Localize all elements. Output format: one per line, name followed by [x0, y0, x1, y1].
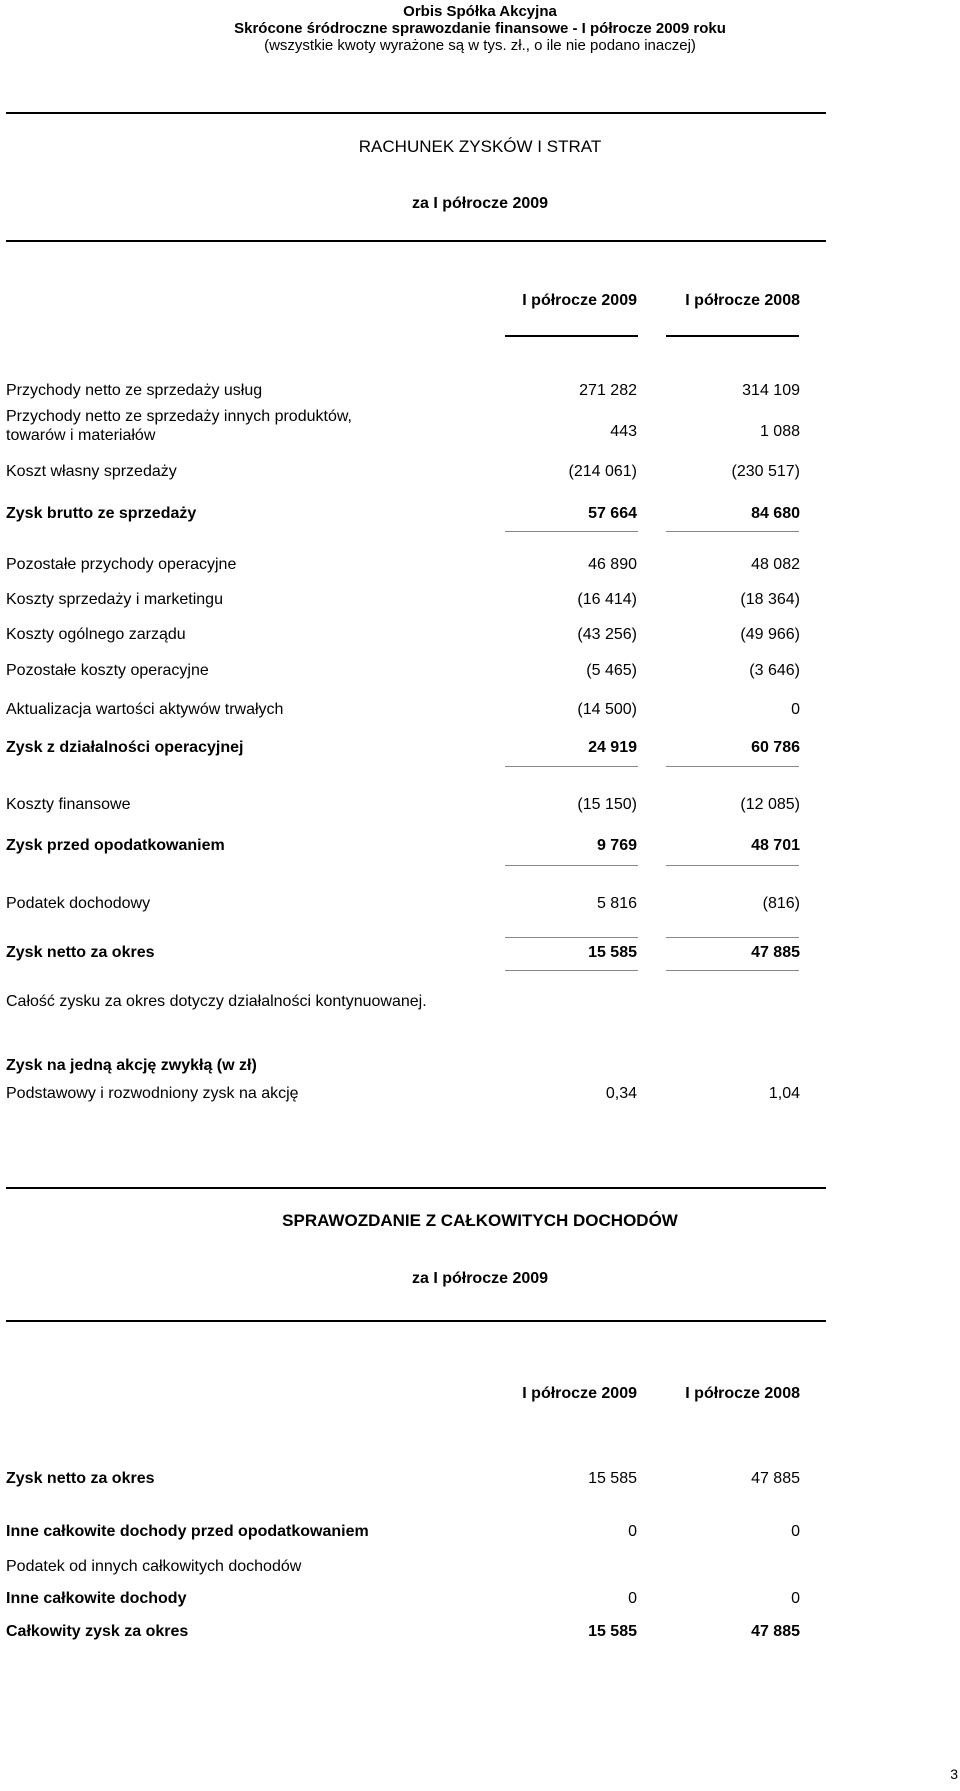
value-2008: 60 786 [751, 739, 800, 756]
row-label: Pozostałe przychody operacyjne [6, 556, 237, 573]
page-number: 3 [950, 1766, 958, 1782]
statement-row [6, 591, 800, 613]
subtotal-line [666, 766, 799, 767]
value-2009: (43 256) [577, 626, 637, 643]
row-label: Inne całkowite dochody przed opodatkowaniem [6, 1523, 369, 1540]
row-label: Zysk brutto ze sprzedaży [6, 505, 197, 522]
divider [6, 1320, 826, 1322]
value-2009: 46 890 [588, 556, 637, 573]
value-2009: 271 282 [579, 382, 637, 399]
row-label: Zysk netto za okres [6, 1470, 155, 1487]
subtotal-line [505, 937, 638, 938]
row-label: Przychody netto ze sprzedaży innych produktów, [6, 408, 352, 425]
value-2008: (230 517) [731, 463, 800, 480]
units-note: (wszystkie kwoty wyrażone są w tys. zł., o ile nie podano inaczej) [264, 37, 696, 54]
value-2008: 1,04 [768, 1085, 800, 1102]
divider [6, 240, 826, 242]
value-2008: 48 701 [751, 837, 800, 854]
eps-row [6, 1085, 800, 1107]
report-title: Skrócone śródroczne sprawozdanie finansowe - I półrocze 2009 roku [234, 20, 726, 37]
subtotal-line [505, 766, 638, 767]
row-label: Całkowity zysk za okres [6, 1623, 189, 1640]
statement-row [6, 463, 800, 485]
total-line [666, 970, 799, 971]
value-2008: (3 646) [749, 662, 800, 679]
statement-row [6, 626, 800, 648]
company-name: Orbis Spółka Akcyjna [403, 3, 557, 20]
row-label: Zysk przed opodatkowaniem [6, 837, 225, 854]
statement-row [6, 1623, 800, 1645]
statement-row [6, 895, 800, 917]
row-label: Pozostałe koszty operacyjne [6, 662, 209, 679]
subtotal-line [505, 531, 638, 532]
row-label: Zysk netto za okres [6, 944, 155, 961]
value-2009: (15 150) [577, 796, 637, 813]
row-label: Zysk z działalności operacyjnej [6, 739, 244, 756]
value-2009: 9 769 [596, 837, 637, 854]
value-2009: 57 664 [588, 505, 637, 522]
value-2008: 47 885 [751, 1623, 800, 1640]
column-underline [505, 335, 638, 337]
statement-row [6, 1523, 800, 1545]
row-label: Koszty finansowe [6, 796, 131, 813]
statement-row [6, 837, 800, 859]
value-2009: 15 585 [588, 1470, 637, 1487]
value-2009: 15 585 [588, 1623, 637, 1640]
subtotal-line [666, 865, 799, 866]
row-label: towarów i materiałów [6, 427, 156, 444]
value-2008: 48 082 [751, 556, 800, 573]
row-label: Aktualizacja wartości aktywów trwałych [6, 701, 284, 718]
statement-row [6, 556, 800, 578]
statement-row [6, 1558, 800, 1580]
row-label: Podatek od innych całkowitych dochodów [6, 1558, 302, 1575]
statement-row [6, 382, 800, 404]
statement-row [6, 662, 800, 684]
value-2008: (12 085) [740, 796, 800, 813]
row-label: Podstawowy i rozwodniony zysk na akcję [6, 1085, 299, 1102]
document-header [0, 3, 960, 54]
value-2009: 15 585 [588, 944, 637, 961]
statement-row [6, 505, 800, 527]
value-2008: 1 088 [759, 423, 800, 440]
value-2008: 47 885 [751, 944, 800, 961]
column-header-2008: I półrocze 2008 [685, 292, 800, 309]
subtotal-line [666, 531, 799, 532]
value-2008: (49 966) [740, 626, 800, 643]
row-label: Koszt własny sprzedaży [6, 463, 177, 480]
subtotal-line [666, 937, 799, 938]
value-2009: (16 414) [577, 591, 637, 608]
value-2009: 443 [610, 423, 637, 440]
statement-row [6, 944, 800, 966]
value-2008: 0 [791, 1590, 800, 1607]
divider [6, 1187, 826, 1189]
column-underline [666, 335, 799, 337]
value-2008: 0 [791, 701, 800, 718]
income-statement-period: za I półrocze 2009 [411, 195, 549, 212]
statement-row [6, 408, 800, 450]
value-2008: (18 364) [740, 591, 800, 608]
statement-row [6, 701, 800, 723]
value-2008: 0 [791, 1523, 800, 1540]
row-label: Podatek dochodowy [6, 895, 151, 912]
statement-row [6, 1590, 800, 1612]
row-label: Koszty ogólnego zarządu [6, 626, 186, 643]
value-2008: 84 680 [751, 505, 800, 522]
value-2009: (5 465) [586, 662, 637, 679]
value-2009: 0 [628, 1523, 637, 1540]
value-2009: 24 919 [588, 739, 637, 756]
subtotal-line [505, 865, 638, 866]
income-statement-title: RACHUNEK ZYSKÓW I STRAT [358, 137, 602, 156]
value-2008: (816) [762, 895, 800, 912]
comprehensive-title: SPRAWOZDANIE Z CAŁKOWITYCH DOCHODÓW [282, 1211, 678, 1230]
value-2009: 0 [628, 1590, 637, 1607]
value-2009: 5 816 [596, 895, 637, 912]
divider [6, 112, 826, 114]
comprehensive-period: za I półrocze 2009 [411, 1270, 549, 1287]
statement-row [6, 1470, 800, 1492]
column-header-2008: I półrocze 2008 [685, 1385, 800, 1402]
value-2009: (14 500) [577, 701, 637, 718]
eps-heading: Zysk na jedną akcję zwykłą (w zł) [6, 1057, 257, 1074]
row-label: Przychody netto ze sprzedaży usług [6, 382, 263, 399]
row-label: Koszty sprzedaży i marketingu [6, 591, 223, 608]
value-2009: 0,34 [605, 1085, 637, 1102]
statement-row [6, 739, 800, 761]
total-line [505, 970, 638, 971]
value-2008: 47 885 [751, 1470, 800, 1487]
value-2009: (214 061) [568, 463, 637, 480]
column-header-2009: I półrocze 2009 [522, 1385, 637, 1402]
statement-row [6, 796, 800, 818]
value-2008: 314 109 [742, 382, 800, 399]
row-label: Inne całkowite dochody [6, 1590, 187, 1607]
continuing-operations-note: Całość zysku za okres dotyczy działalności kontynuowanej. [6, 993, 427, 1010]
column-header-2009: I półrocze 2009 [522, 292, 637, 309]
